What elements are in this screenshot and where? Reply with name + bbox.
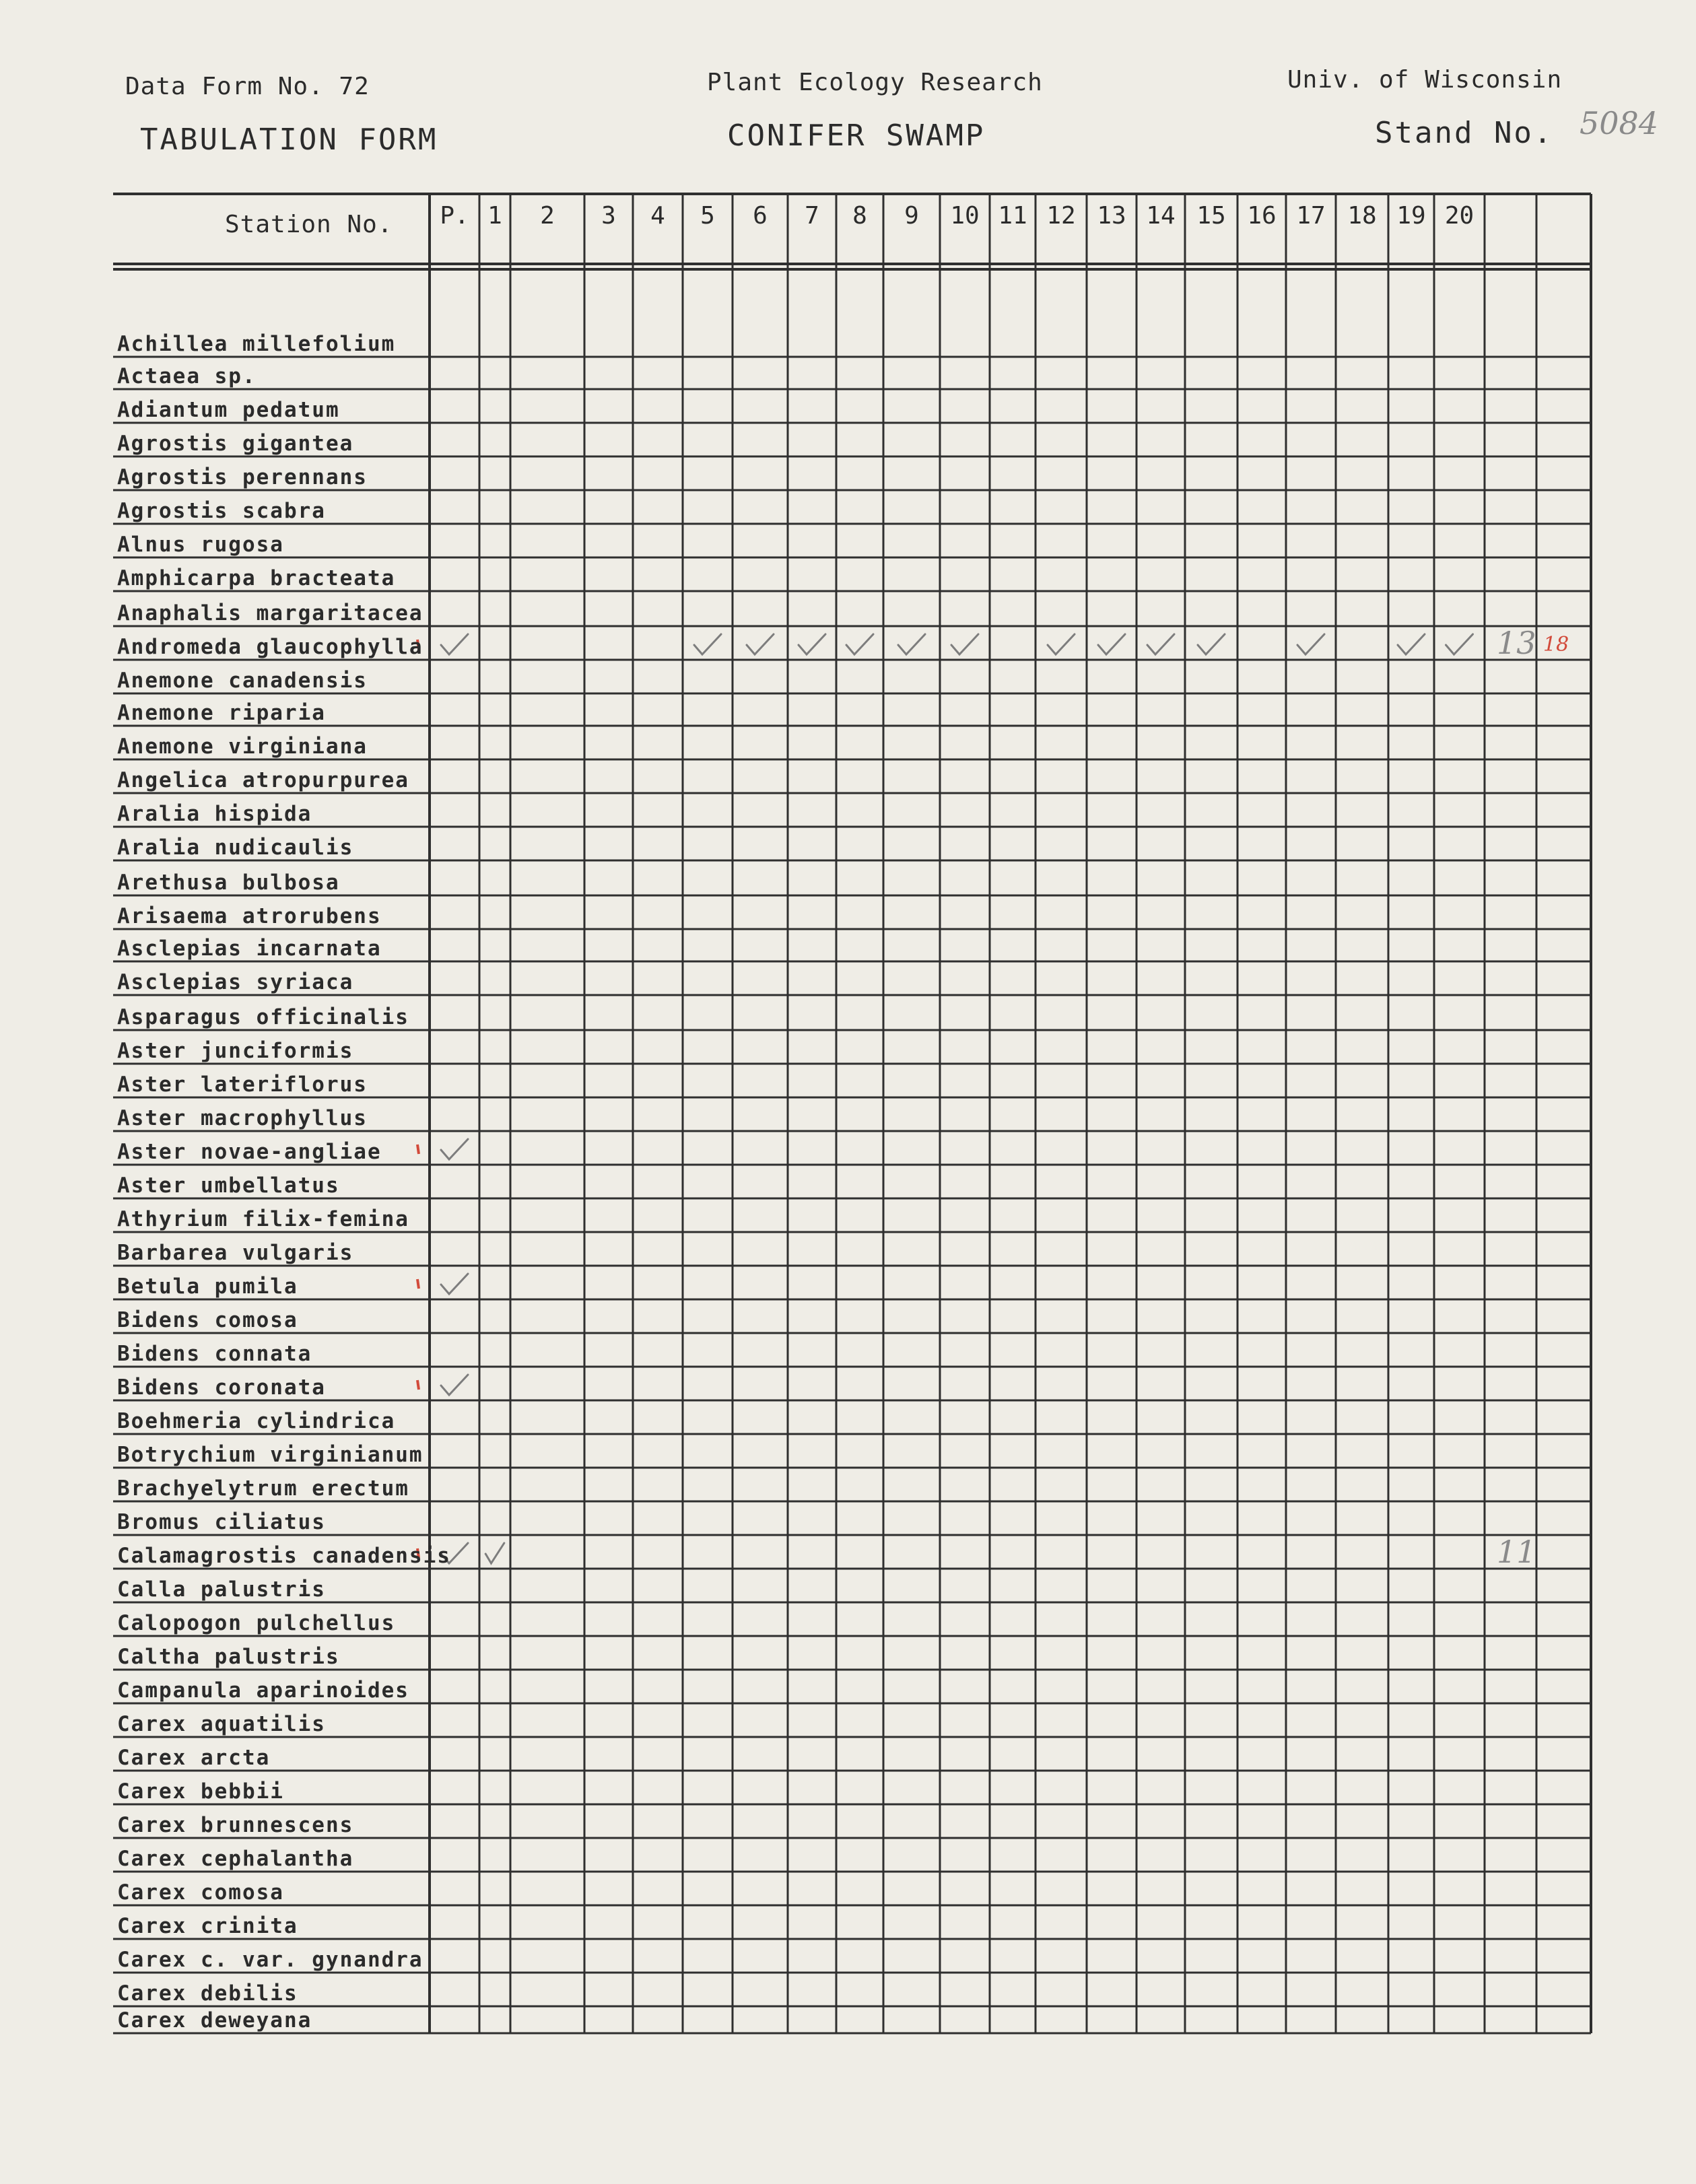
- species-label: Aster macrophyllus: [117, 1106, 368, 1130]
- check-mark: [951, 634, 978, 654]
- species-label: Calamagrostis canadensis: [117, 1544, 451, 1568]
- species-label: Campanula aparinoides: [117, 1678, 409, 1703]
- check-mark: [441, 1274, 468, 1294]
- column-header: 3: [601, 202, 616, 230]
- station-label: Station No.: [225, 211, 393, 238]
- species-label: Arethusa bulbosa: [117, 871, 340, 895]
- check-mark: [898, 634, 925, 654]
- species-label: Carex cephalantha: [117, 1847, 354, 1871]
- check-mark: [799, 634, 825, 654]
- column-header: 6: [753, 202, 768, 230]
- check-mark: [1147, 634, 1174, 654]
- species-label: Carex arcta: [117, 1746, 271, 1770]
- species-label: Betula pumila: [117, 1274, 298, 1299]
- stand-number: 5084: [1580, 105, 1659, 141]
- column-header: 14: [1146, 202, 1176, 230]
- species-label: Achillea millefolium: [117, 332, 396, 356]
- species-label: Boehmeria cylindrica: [117, 1409, 396, 1433]
- species-label: Aster umbellatus: [117, 1173, 340, 1198]
- species-label: Caltha palustris: [117, 1645, 340, 1669]
- species-label: Carex deweyana: [117, 2008, 312, 2033]
- species-label: Aster junciformis: [117, 1039, 354, 1063]
- row-total-red: 18: [1543, 633, 1569, 656]
- species-label: Carex brunnescens: [117, 1813, 354, 1837]
- column-header: 10: [950, 202, 980, 230]
- species-label: Aster novae-angliae: [117, 1140, 382, 1164]
- species-label: Actaea sp.: [117, 364, 257, 388]
- stand-label: Stand No.: [1375, 116, 1554, 150]
- column-header: 18: [1347, 202, 1377, 230]
- species-label: Bidens coronata: [117, 1375, 326, 1400]
- species-label: Anemone canadensis: [117, 669, 368, 693]
- species-label: Asparagus officinalis: [117, 1005, 409, 1029]
- species-label: Amphicarpa bracteata: [117, 566, 396, 590]
- species-label: Agrostis gigantea: [117, 432, 354, 456]
- red-annotation-mark: [417, 1279, 419, 1289]
- species-label: Aster lateriflorus: [117, 1072, 368, 1097]
- species-label: Athyrium filix-femina: [117, 1207, 409, 1231]
- species-label: Adiantum pedatum: [117, 398, 340, 422]
- column-header: 19: [1396, 202, 1426, 230]
- column-header: 16: [1247, 202, 1277, 230]
- species-label: Bidens comosa: [117, 1308, 298, 1332]
- university: Univ. of Wisconsin: [1287, 66, 1563, 94]
- species-label: Asclepias syriaca: [117, 970, 354, 994]
- column-header: 13: [1097, 202, 1126, 230]
- species-label: Andromeda glaucophylla: [117, 635, 423, 659]
- column-header: 15: [1196, 202, 1226, 230]
- species-label: Aralia hispida: [117, 802, 312, 826]
- species-label: Alnus rugosa: [117, 533, 284, 557]
- column-header: 20: [1444, 202, 1474, 230]
- species-label: Anemone riparia: [117, 701, 326, 725]
- community-title: CONIFER SWAMP: [727, 118, 986, 153]
- species-label: Carex bebbii: [117, 1779, 284, 1804]
- species-label: Carex comosa: [117, 1880, 284, 1905]
- check-mark: [1446, 634, 1473, 654]
- species-label: Aralia nudicaulis: [117, 835, 354, 860]
- form-title: TABULATION FORM: [140, 123, 438, 157]
- row-total: 11: [1497, 1534, 1536, 1570]
- species-label: Calla palustris: [117, 1577, 326, 1602]
- column-header: 4: [650, 202, 665, 230]
- check-mark: [694, 634, 721, 654]
- column-header: 1: [487, 202, 502, 230]
- check-mark: [1297, 634, 1324, 654]
- column-header: P.: [440, 202, 469, 230]
- check-mark: [1098, 634, 1125, 654]
- species-label: Asclepias incarnata: [117, 936, 382, 961]
- check-mark: [441, 1375, 468, 1395]
- species-label: Calopogon pulchellus: [117, 1611, 396, 1635]
- species-label: Agrostis perennans: [117, 465, 368, 489]
- species-label: Carex crinita: [117, 1914, 298, 1938]
- species-label: Bromus ciliatus: [117, 1510, 326, 1534]
- species-label: Arisaema atrorubens: [117, 904, 382, 928]
- column-header: 9: [904, 202, 919, 230]
- row-total: 13: [1497, 625, 1536, 661]
- column-header: 2: [540, 202, 555, 230]
- column-header: 8: [852, 202, 867, 230]
- column-header: 7: [805, 202, 819, 230]
- column-header: 12: [1046, 202, 1076, 230]
- organization: Plant Ecology Research: [707, 69, 1043, 96]
- red-annotation-mark: [417, 1380, 419, 1390]
- species-label: Botrychium virginianum: [117, 1443, 423, 1467]
- red-annotation-mark: [417, 1145, 419, 1154]
- species-label: Carex aquatilis: [117, 1712, 326, 1736]
- form-number: Data Form No. 72: [125, 73, 370, 100]
- species-label: Anaphalis margaritacea: [117, 601, 423, 625]
- column-header: 17: [1296, 202, 1326, 230]
- check-mark: [1048, 634, 1075, 654]
- species-label: Carex debilis: [117, 1981, 298, 2006]
- check-mark: [485, 1543, 504, 1563]
- check-mark: [1398, 634, 1425, 654]
- check-mark: [441, 1139, 468, 1159]
- species-label: Brachyelytrum erectum: [117, 1476, 409, 1501]
- species-label: Bidens connata: [117, 1342, 312, 1366]
- species-label: Anemone virginiana: [117, 735, 368, 759]
- column-header: 5: [700, 202, 715, 230]
- species-label: Carex c. var. gynandra: [117, 1948, 423, 1972]
- column-header: 11: [998, 202, 1027, 230]
- check-mark: [846, 634, 873, 654]
- check-mark: [1198, 634, 1225, 654]
- species-label: Barbarea vulgaris: [117, 1241, 354, 1265]
- species-label: Angelica atropurpurea: [117, 768, 409, 792]
- check-mark: [747, 634, 774, 654]
- species-label: Agrostis scabra: [117, 499, 326, 523]
- check-mark: [441, 634, 468, 654]
